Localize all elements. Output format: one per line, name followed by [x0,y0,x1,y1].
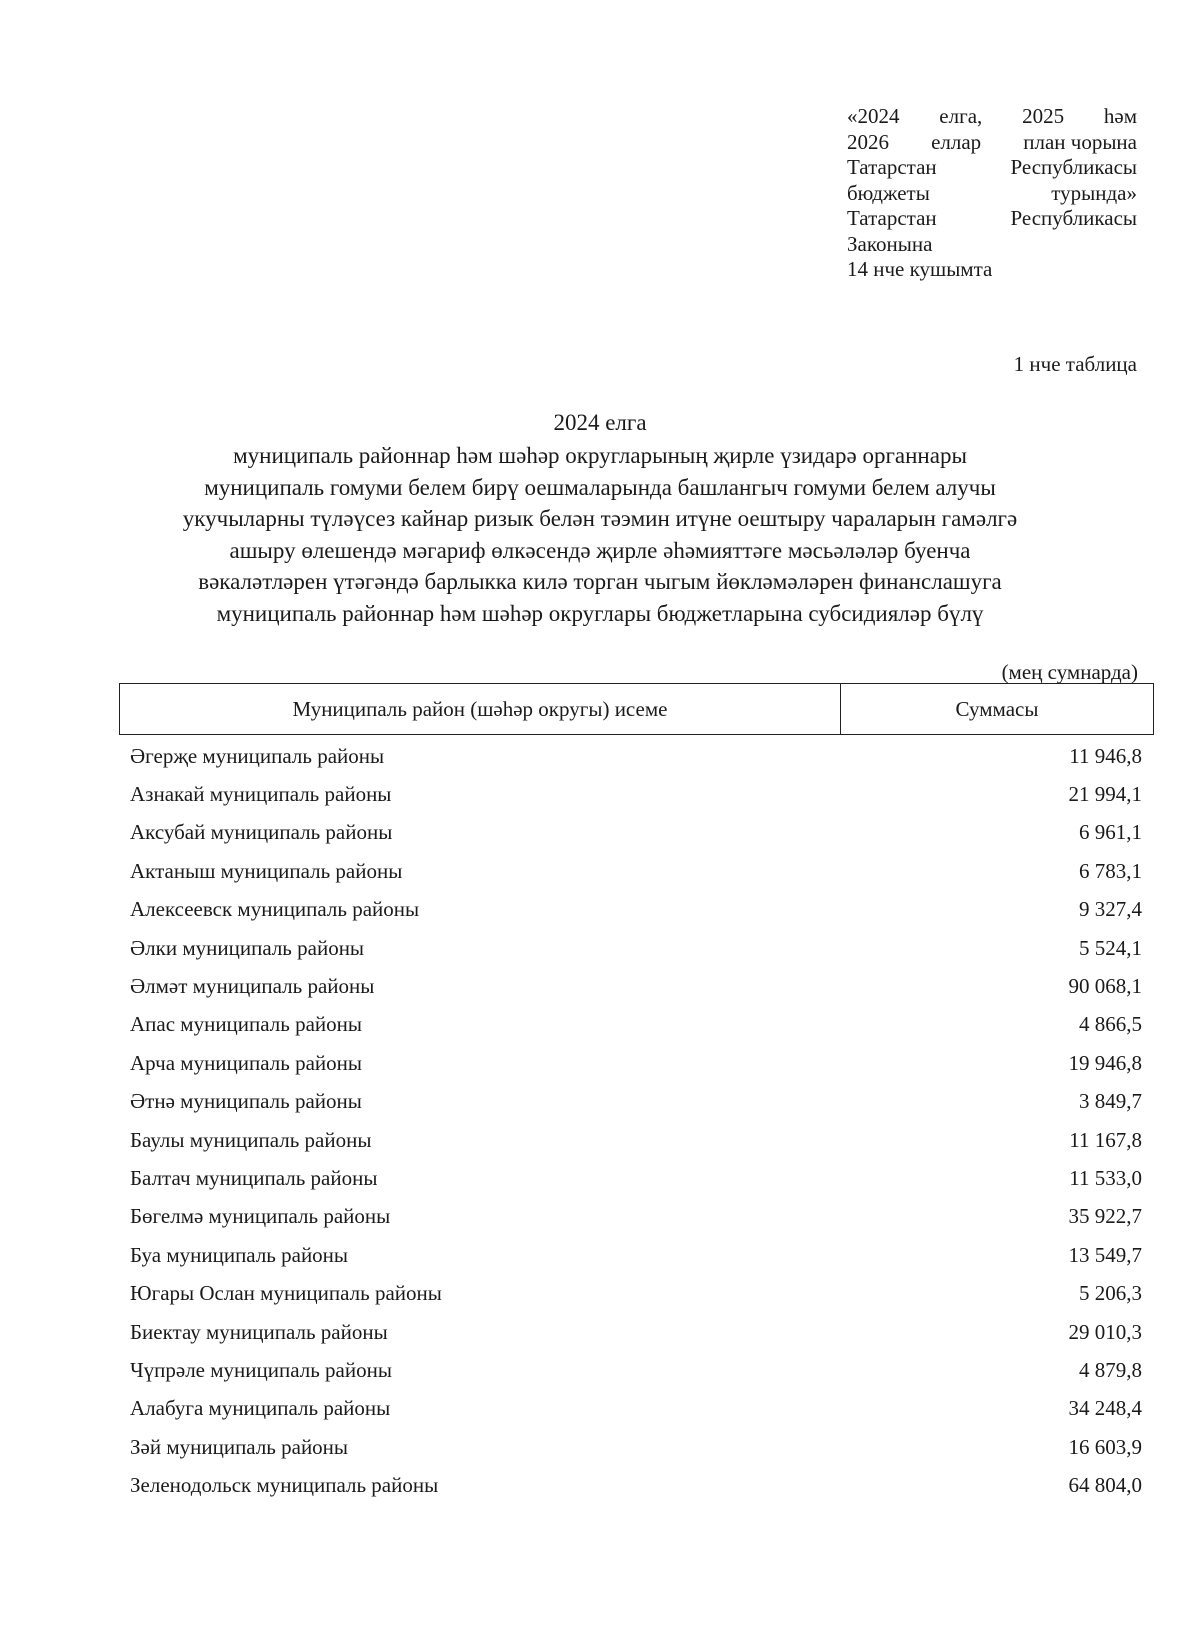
table-row [130,1236,1142,1274]
district-sum: 6 783,1 [1079,858,1142,883]
title-line: муниципаль районнар һәм шәһәр округларының җирле үзидарә органнары [233,443,967,468]
table-row [130,929,1142,967]
district-name: Буа муниципаль районы [130,1242,349,1267]
district-name: Балтач муниципаль районы [130,1165,378,1190]
district-name: Чүпрәле муниципаль районы [130,1357,392,1382]
table-row [130,1198,1142,1236]
district-name: Әтнә муниципаль районы [130,1089,362,1114]
reference-line: Татарстан Республикасы [847,206,1137,230]
district-sum: 11 167,8 [1069,1127,1142,1152]
district-sum: 5 524,1 [1079,935,1142,960]
header-sum-column: Суммасы [955,696,1039,721]
district-sum: 9 327,4 [1079,897,1142,922]
district-name: Зеленодольск муниципаль районы [130,1473,439,1498]
reference-line: 2026 еллар план чорына [847,129,1137,154]
table-row [130,737,1142,775]
district-sum: 35 922,7 [1068,1204,1142,1229]
table-row [130,814,1142,852]
title-line: ашыру өлешендә мәгариф өлкәсендә җирле әһәмияттәге мәсьәләләр буенча [229,537,971,563]
document-title [60,440,1140,629]
district-name: Аксубай муниципаль районы [130,820,393,845]
table-row [130,1159,1142,1197]
district-sum: 64 804,0 [1068,1473,1142,1498]
table-row [130,1390,1142,1428]
header-name-column: Муниципаль район (шәһәр округы) исеме [120,684,841,734]
district-sum: 4 879,8 [1079,1357,1142,1382]
reference-line: Законына [847,231,933,256]
district-sum: 16 603,9 [1068,1434,1142,1459]
table-row [130,967,1142,1005]
district-sum: 34 248,4 [1068,1396,1142,1421]
district-sum: 19 946,8 [1068,1050,1142,1075]
district-name: Зәй муниципаль районы [130,1434,349,1459]
table-row [130,775,1142,813]
district-sum: 90 068,1 [1068,974,1142,999]
table-row [130,1351,1142,1389]
table-row [130,852,1142,890]
table-row [130,1044,1142,1082]
table-row [130,1083,1142,1121]
district-name: Алабуга муниципаль районы [130,1396,391,1421]
table-body [130,737,1142,1505]
table-row [130,1428,1142,1466]
reference-line: Татарстан Республикасы [847,155,1137,179]
table-row [130,1006,1142,1044]
district-sum: 6 961,1 [1079,820,1142,845]
table-number: 1 нче таблица [1013,352,1137,376]
table-row [130,1466,1142,1504]
units-note: (мең сумнарда) [1001,660,1138,684]
district-name: Югары Ослан муниципаль районы [130,1281,442,1306]
district-name: Бөгелмә муниципаль районы [130,1204,391,1229]
district-name: Әлки муниципаль районы [130,935,365,960]
district-sum: 5 206,3 [1079,1281,1142,1306]
table-row [130,1313,1142,1351]
table-row [130,891,1142,929]
district-name: Алексеевск муниципаль районы [130,897,420,922]
title-year: 2024 елга [553,410,647,435]
district-name: Азнакай муниципаль районы [130,782,392,807]
table-row [130,1274,1142,1312]
table-row [130,1121,1142,1159]
title-line: укучыларны түләүсез кайнар ризык белән тәэмин итүне оештыру чараларын гамәлгә [182,506,1018,531]
reference-line: «2024 елга, 2025 һәм [847,104,1137,128]
district-sum: 21 994,1 [1068,782,1142,807]
district-sum: 11 533,0 [1069,1165,1142,1190]
district-sum: 4 866,5 [1079,1012,1142,1037]
district-name: Әгерҗе муниципаль районы [130,743,385,768]
table-header [119,683,1154,735]
district-sum: 13 549,7 [1068,1242,1142,1267]
district-name: Баулы муниципаль районы [130,1127,372,1152]
district-sum: 11 946,8 [1069,743,1142,768]
district-name: Арча муниципаль районы [130,1050,362,1075]
title-line: муниципаль районнар һәм шәһәр округлары бюджетларына субсидияләр бүлү [216,600,984,626]
district-name: Әлмәт муниципаль районы [130,974,375,999]
district-name: Апас муниципаль районы [130,1012,362,1037]
district-sum: 3 849,7 [1079,1089,1142,1114]
title-line: муниципаль гомуми белем бирү оешмаларында башлангыч гомуми белем алучы [204,474,996,500]
reference-line: 14 нче кушымта [847,257,993,281]
law-reference-block [847,104,1137,283]
title-line: вәкаләтләрен үтәгәндә барлыкка килә торган чыгым йөкләмәләрен финанслашуга [198,569,1002,594]
reference-line: бюджеты турында» [847,180,1137,205]
district-sum: 29 010,3 [1068,1319,1142,1344]
district-name: Биектау муниципаль районы [130,1319,388,1344]
district-name: Актаныш муниципаль районы [130,858,403,883]
